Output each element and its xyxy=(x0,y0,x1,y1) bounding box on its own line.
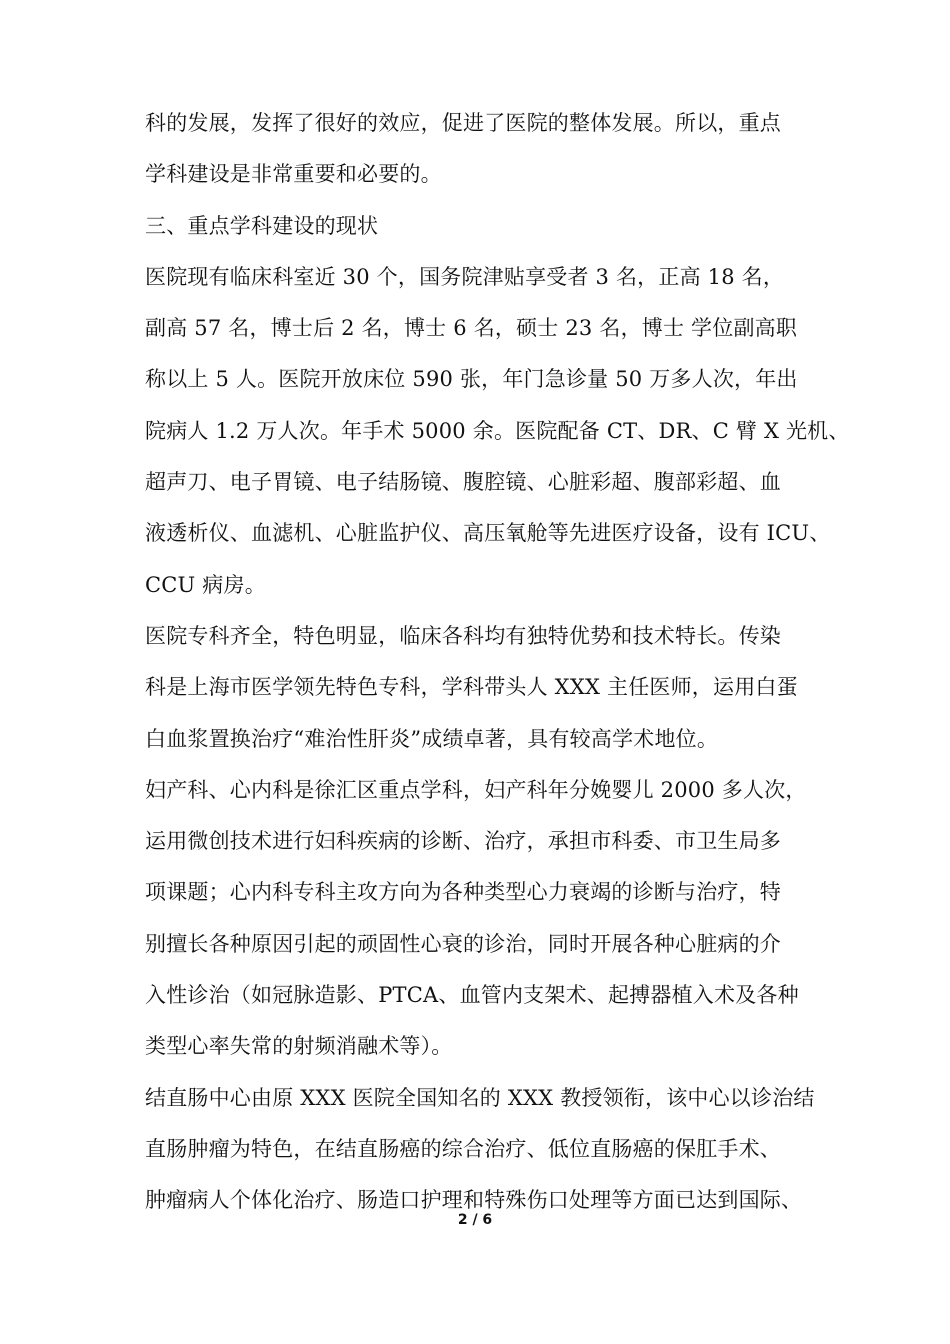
text-line: 运用微创技术进行妇科疾病的诊断、治疗，承担市科委、市卫生局多 xyxy=(145,829,781,854)
text-line: 别擅长各种原因引起的顽固性心衰的诊治，同时开展各种心脏病的介 xyxy=(145,931,781,956)
text-line: 妇产科、心内科是徐汇区重点学科，妇产科年分娩婴儿 2000 多人次， xyxy=(145,777,807,802)
text-line: 副高 57 名，博士后 2 名，博士 6 名，硕士 23 名，博士 学位副高职 xyxy=(145,316,798,341)
text-line: 结直肠中心由原 XXX 医院全国知名的 XXX 教授领衔，该中心以诊治结 xyxy=(145,1085,815,1110)
text-line: 超声刀、电子胃镜、电子结肠镜、腹腔镜、心脏彩超、腹部彩超、血 xyxy=(145,470,781,495)
document-body xyxy=(145,98,850,1227)
text-line: 科是上海市医学领先特色专科，学科带头人 XXX 主任医师，运用白蛋 xyxy=(145,675,798,700)
text-line: 类型心率失常的射频消融术等）。 xyxy=(145,1034,453,1059)
text-line: 科的发展，发挥了很好的效应，促进了医院的整体发展。所以，重点 xyxy=(145,111,781,135)
text-line: 医院现有临床科室近 30 个，国务院津贴享受者 3 名，正高 18 名， xyxy=(145,264,785,289)
text-line: 称以上 5 人。医院开放床位 590 张，年门急诊量 50 万多人次，年出 xyxy=(145,367,798,392)
text-line: CCU 病房。 xyxy=(145,572,266,597)
text-line: 医院专科齐全，特色明显，临床各科均有独特优势和技术特长。传染 xyxy=(145,623,781,648)
section-heading: 三、重点学科建设的现状 xyxy=(145,213,379,238)
text-line: 白血浆置换治疗“难治性肝炎”成绩卓著，具有较高学术地位。 xyxy=(145,726,719,751)
page-number: 2 / 6 xyxy=(457,1212,493,1228)
text-line: 项课题；心内科专科主攻方向为各种类型心力衰竭的诊断与治疗，特 xyxy=(145,880,781,905)
text-line: 院病人 1.2 万人次。年手术 5000 余。医院配备 CT、DR、C 臂 X 光机、 xyxy=(145,418,850,443)
text-line: 入性诊治（如冠脉造影、PTCA、血管内支架术、起搏器植入术及各种 xyxy=(145,983,799,1008)
text-line: 学科建设是非常重要和必要的。 xyxy=(145,162,442,187)
text-line: 液透析仪、血滤机、心脏监护仪、高压氧舱等先进医疗设备，设有 ICU、 xyxy=(145,521,831,546)
text-line: 肿瘤病人个体化治疗、肠造口护理和特殊伤口处理等方面已达到国际、 xyxy=(145,1188,803,1213)
text-line: 直肠肿瘤为特色，在结直肠癌的综合治疗、低位直肠癌的保肛手术、 xyxy=(145,1136,781,1161)
